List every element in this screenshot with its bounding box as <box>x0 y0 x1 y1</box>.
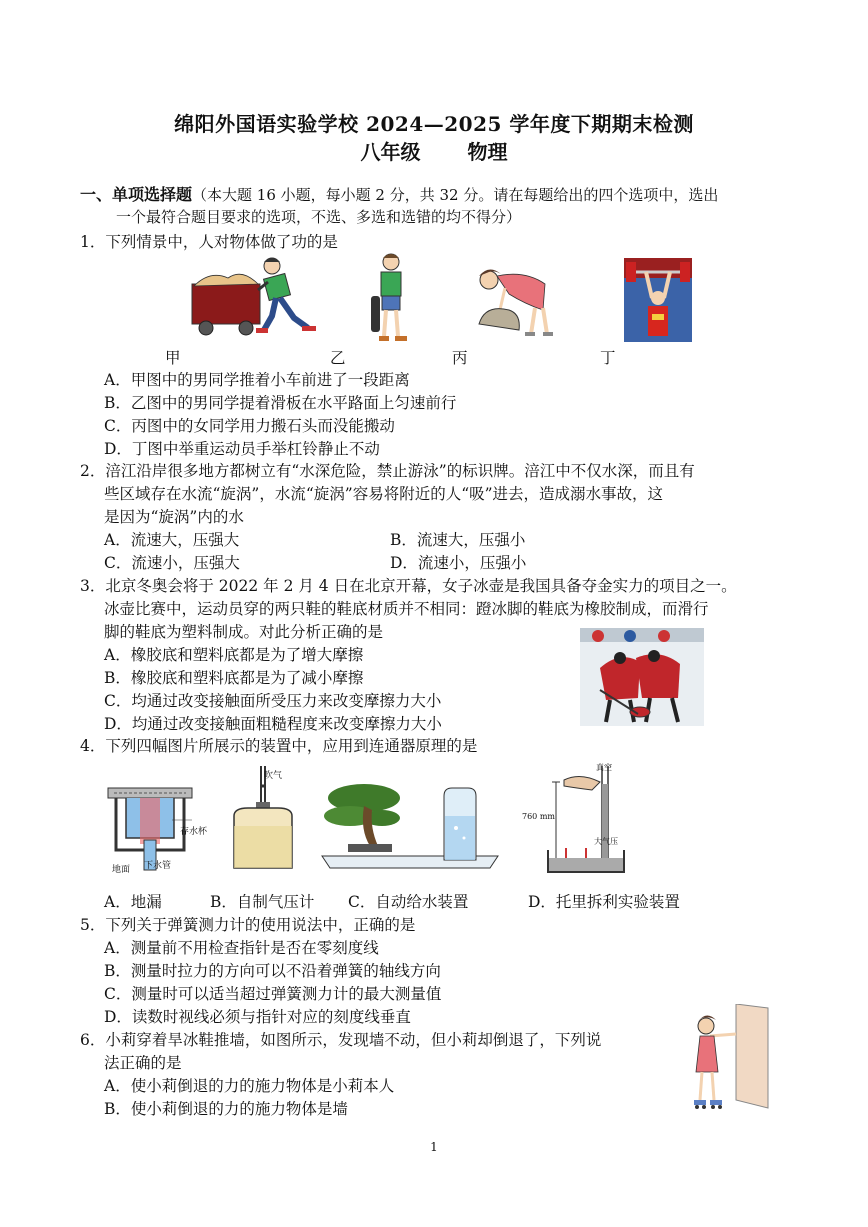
q2-stem-3: 是因为“旋涡”内的水 <box>104 508 244 526</box>
q3-option-a: A．橡胶底和塑料底都是为了增大摩擦 <box>104 646 364 664</box>
page-title: 绵阳外国语实验学校 2024—2025 学年度下期期末检测 <box>174 112 694 136</box>
q5-option-c: C．测量时可以适当超过弹簧测力计的最大测量值 <box>104 985 442 1003</box>
q6-stem-1: 6．小莉穿着旱冰鞋推墙，如图所示，发现墙不动，但小莉却倒退了，下列说 <box>80 1031 602 1049</box>
q6-option-b: B．使小莉倒退的力的施力物体是墙 <box>104 1100 348 1118</box>
q1-fig-boy-cart-icon <box>190 256 325 336</box>
q1-fig-label-bing: 丙 <box>452 349 468 367</box>
q1-fig-boy-board-icon <box>365 252 415 344</box>
q2-stem-2: 些区域存在水流“旋涡”，水流“旋涡”容易将附近的人“吸”进去，造成溺水事故，这 <box>104 485 664 503</box>
section-heading: 一、单项选择题 <box>80 185 193 204</box>
q3-option-c: C．均通过改变接触面所受压力来改变摩擦力大小 <box>104 692 442 710</box>
q4-option-b: B．自制气压计 <box>210 893 315 911</box>
q3-fig-curling-icon <box>580 628 704 726</box>
section-header <box>80 184 800 228</box>
section-note-1: （本大题 16 小题，每小题 2 分，共 32 分。请在每题给出的四个选项中，选出 <box>192 186 719 204</box>
q2-option-d: D．流速小，压强小 <box>390 554 527 572</box>
page-subtitle: 八年级 物理 <box>360 140 508 164</box>
q1-option-c: C．丙图中的女同学用力搬石头而没能搬动 <box>104 417 395 435</box>
q3-stem-3: 脚的鞋底为塑料制成。对此分析正确的是 <box>104 623 384 641</box>
page-number: 1 <box>430 1140 438 1154</box>
q2-option-a: A．流速大，压强大 <box>104 531 240 549</box>
q4-label-height: 760 mm <box>522 812 555 821</box>
q2-stem-1: 2．涪江沿岸很多地方都树立有“水深危险，禁止游泳”的标识牌。涪江中不仅水深，而且有 <box>80 462 695 480</box>
q1-fig-label-ding: 丁 <box>600 349 616 367</box>
section-note-2: 一个最符合题目要求的选项，不选、多选和选错的均不得分） <box>116 208 522 226</box>
q5-option-b: B．测量时拉力的方向可以不沿着弹簧的轴线方向 <box>104 962 441 980</box>
q1-option-d: D．丁图中举重运动员手举杠铃静止不动 <box>104 440 380 458</box>
q4-label-vacuum: 真空 <box>596 763 612 772</box>
q4-option-a: A．地漏 <box>104 893 162 911</box>
q4-label-cup: 存水杯 <box>180 827 208 837</box>
q6-fig-girl-wall-icon <box>690 1004 770 1112</box>
q4-label-atm: 大气压 <box>594 837 618 846</box>
q2-option-c: C．流速小，压强大 <box>104 554 240 572</box>
q3-stem-1: 3．北京冬奥会将于 2022 年 2 月 4 日在北京开幕，女子冰壶是我国具备夺金实力的项目之一。 <box>80 577 737 595</box>
q1-stem: 1．下列情景中，人对物体做了功的是 <box>80 233 338 251</box>
q2-option-b: B．流速大，压强小 <box>390 531 526 549</box>
q4-fig-barometer-icon <box>228 764 298 874</box>
q4-fig-water-supply-icon <box>320 776 500 872</box>
q4-stem: 4．下列四幅图片所展示的装置中，应用到连通器原理的是 <box>80 737 478 755</box>
q1-fig-weightlifter-icon <box>624 258 692 342</box>
q5-option-d: D．读数时视线必须与指针对应的刻度线垂直 <box>104 1008 411 1026</box>
q1-fig-label-yi: 乙 <box>330 349 346 367</box>
q4-option-d: D．托里拆利实验装置 <box>528 893 680 911</box>
q3-stem-2: 冰壶比赛中，运动员穿的两只鞋的鞋底材质并不相同：蹬冰脚的鞋底为橡胶制成，而滑行 <box>104 600 709 618</box>
q6-stem-2: 法正确的是 <box>104 1054 182 1072</box>
q1-fig-girl-stone-icon <box>465 264 557 340</box>
q3-option-d: D．均通过改变接触面粗糙程度来改变摩擦力大小 <box>104 715 442 733</box>
q4-label-pipe: 下水管 <box>144 861 172 871</box>
q4-option-c: C．自动给水装置 <box>348 893 469 911</box>
q6-option-a: A．使小莉倒退的力的施力物体是小莉本人 <box>104 1077 395 1095</box>
q4-label-blow: 吹气 <box>264 771 283 781</box>
q1-option-a: A．甲图中的男同学推着小车前进了一段距离 <box>104 371 410 389</box>
q3-option-b: B．橡胶底和塑料底都是为了减小摩擦 <box>104 669 364 687</box>
q1-fig-label-jia: 甲 <box>165 349 181 367</box>
q1-option-b: B．乙图中的男同学提着滑板在水平路面上匀速前行 <box>104 394 457 412</box>
q5-stem: 5．下列关于弹簧测力计的使用说法中，正确的是 <box>80 916 416 934</box>
q5-option-a: A．测量前不用检查指针是否在零刻度线 <box>104 939 379 957</box>
q4-label-floor: 地面 <box>112 865 131 875</box>
